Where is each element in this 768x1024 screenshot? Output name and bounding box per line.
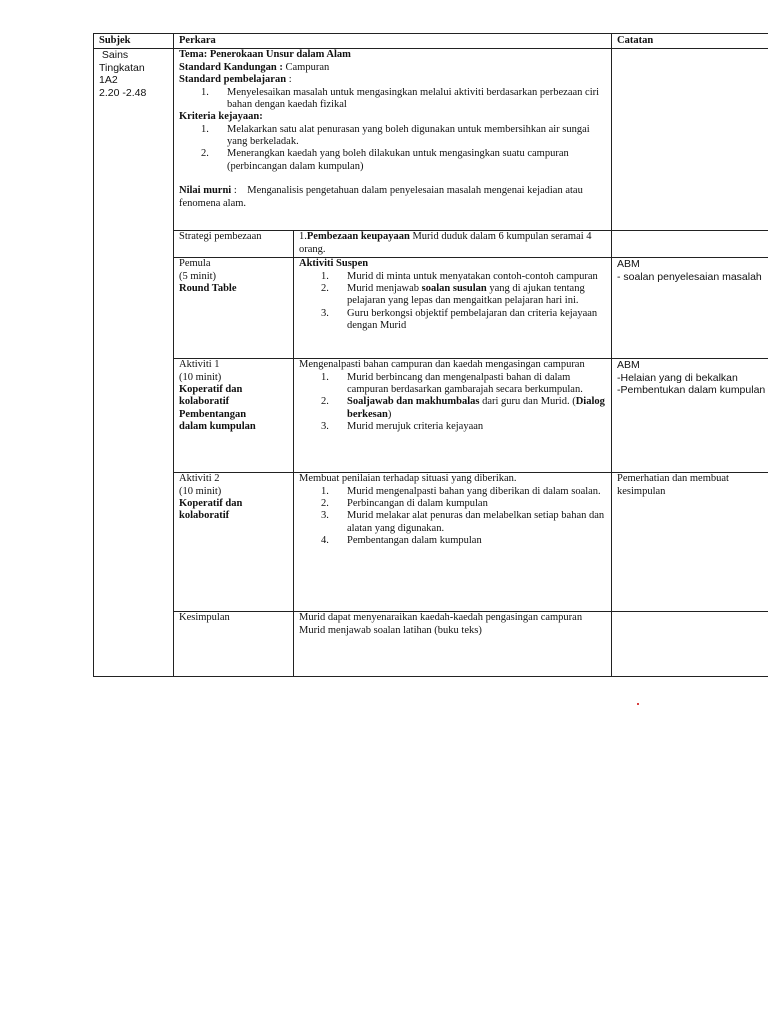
list-text: Murid merujuk criteria kejayaan xyxy=(347,421,484,432)
list-item xyxy=(299,283,607,308)
header-perkara: Perkara xyxy=(174,34,612,49)
list-item xyxy=(299,510,607,535)
intro-cell xyxy=(174,49,612,231)
list-text: Murid menjawab xyxy=(347,282,422,294)
note-line: ABM xyxy=(617,359,640,372)
subject-name: Sains xyxy=(99,49,129,62)
list-item xyxy=(299,498,607,510)
nilai-label: Nilai murni xyxy=(179,185,232,197)
list-text: yang di ajukan tentang pelajaran yang lepas dan mengaitkan pelajaran hari ini. xyxy=(347,282,585,307)
list-text: Menyelesaikan masalah untuk mengasingkan melalui aktiviti berdasarkan perbezaan ciri bahan dengan kaedah fizikal xyxy=(227,86,600,110)
list-text: Murid di minta untuk menyatakan contoh-contoh campuran xyxy=(347,270,598,282)
list-number: 1. xyxy=(201,123,209,135)
stage-method: kolaboratif xyxy=(179,510,230,522)
aktiviti2-content-cell xyxy=(294,473,612,612)
aktiviti1-list xyxy=(299,372,607,434)
list-number: 3. xyxy=(321,510,329,522)
sp-suffix: : xyxy=(286,74,292,86)
strategy-prefix: 1. xyxy=(299,231,307,243)
pemula-row xyxy=(94,258,768,359)
kesimpulan-content-cell xyxy=(294,612,612,677)
red-dot-mark xyxy=(637,703,639,705)
header-subjek: Subjek xyxy=(94,34,174,49)
stage-name: Aktiviti 2 xyxy=(179,473,220,485)
strategy-notes-cell xyxy=(612,231,768,258)
aktiviti1-row xyxy=(94,359,768,473)
list-item xyxy=(299,396,607,421)
list-text: Murid mengenalpasti bahan yang diberikan di dalam soalan. xyxy=(347,485,601,497)
subject-masa: 2.20 -2.48 xyxy=(99,86,147,99)
list-text: ) xyxy=(387,408,392,420)
aktiviti2-row xyxy=(94,473,768,612)
conclusion-line: Murid dapat menyenaraikan kaedah-kaedah pengasingan campuran xyxy=(299,612,583,624)
aktiviti1-notes-cell xyxy=(612,359,768,473)
kk-list xyxy=(179,124,607,174)
list-item xyxy=(299,421,607,433)
list-text: Murid berbincang dan mengenalpasti bahan di dalam campuran berdasarkan gambarajah secara berkumpulan. xyxy=(347,371,583,395)
list-text: Menerangkan kaedah yang boleh dilakukan untuk mengasingkan suatu campuran (perbincangan dalam kumpulan) xyxy=(227,148,569,172)
list-bold: Dialog berkesan xyxy=(347,396,605,420)
list-item xyxy=(179,148,607,173)
stage-name: Aktiviti 1 xyxy=(179,359,220,371)
aktiviti1-stage-cell xyxy=(174,359,294,473)
subject-tingkatan: Tingkatan xyxy=(99,61,145,74)
pemula-content-cell xyxy=(294,258,612,359)
aktiviti1-content-cell xyxy=(294,359,612,473)
note-line: ABM xyxy=(617,258,640,271)
list-text: Pembentangan dalam kumpulan xyxy=(347,535,482,546)
aktiviti2-stage-cell xyxy=(174,473,294,612)
list-number: 1. xyxy=(321,485,329,497)
stage-method: Pembentangan xyxy=(179,408,247,420)
stage-method: kolaboratif xyxy=(179,396,230,408)
tema-label: Tema: Penerokaan Unsur dalam Alam xyxy=(179,49,351,61)
list-number: 2. xyxy=(321,396,329,408)
aktiviti2-notes-cell: Pemerhatian dan membuat kesimpulan xyxy=(612,473,768,612)
lesson-plan-table xyxy=(93,33,768,677)
list-item xyxy=(299,271,607,283)
strategy-text: Murid duduk dalam 6 kumpulan seramai 4 orang. xyxy=(299,231,592,255)
stage-method: Round Table xyxy=(179,282,237,294)
list-number: 2. xyxy=(321,497,329,509)
subject-cell xyxy=(94,49,174,677)
list-text: Murid melakar alat penuras dan melabelkan setiap bahan dan alatan yang digunakan. xyxy=(347,510,605,534)
intro-row xyxy=(94,49,768,231)
activity-title: Aktiviti Suspen xyxy=(299,258,369,270)
header-row xyxy=(94,34,768,49)
kesimpulan-notes-cell xyxy=(612,612,768,677)
activity-intro: Mengenalpasti bahan campuran dan kaedah mengasingan campuran xyxy=(299,359,585,371)
subject-kelas: 1A2 xyxy=(99,74,118,87)
kesimpulan-stage-cell: Kesimpulan xyxy=(174,612,294,677)
list-item xyxy=(299,486,607,498)
strategy-row xyxy=(94,231,768,258)
note-line: -Helaian yang di bekalkan xyxy=(617,371,738,384)
strategy-cell xyxy=(294,231,612,258)
kesimpulan-row xyxy=(94,612,768,677)
list-item xyxy=(179,87,607,112)
list-item xyxy=(299,308,607,333)
activity-intro: Membuat penilaian terhadap situasi yang diberikan. xyxy=(299,473,517,485)
list-item xyxy=(299,372,607,397)
stage-time: (5 minit) xyxy=(179,270,217,282)
stage-method: Koperatif dan xyxy=(179,383,243,395)
nilai-text: : Menganalisis pengetahuan dalam penyelesaian masalah mengenai kejadian atau fenomena alam. xyxy=(179,185,586,209)
note-line: - soalan penyelesaian masalah xyxy=(617,270,762,283)
stage-name: Pemula xyxy=(179,258,211,270)
intro-notes-cell xyxy=(612,49,768,231)
list-bold: soalan susulan xyxy=(421,282,487,294)
list-item xyxy=(179,124,607,149)
pemula-stage-cell xyxy=(174,258,294,359)
sp-label: Standard pembelajaran xyxy=(179,74,287,86)
list-number: 1. xyxy=(201,86,209,98)
list-item xyxy=(299,535,607,547)
list-number: 1. xyxy=(321,270,329,282)
note-line: -Pembentukan dalam kumpulan xyxy=(617,383,766,396)
list-number: 3. xyxy=(321,307,329,319)
kk-label: Kriteria kejayaan: xyxy=(179,111,263,123)
strategy-bold: Pembezaan keupayaan xyxy=(306,231,410,243)
aktiviti2-list xyxy=(299,486,607,548)
strategy-label: Strategi pembezaan xyxy=(174,231,294,258)
sk-value: Campuran xyxy=(282,61,330,73)
stage-time: (10 minit) xyxy=(179,485,222,497)
stage-method: Koperatif dan xyxy=(179,497,243,509)
header-catatan: Catatan xyxy=(612,34,768,49)
list-text: dari guru dan Murid. ( xyxy=(479,396,576,408)
list-number: 4. xyxy=(321,535,329,546)
stage-method: dalam kumpulan xyxy=(179,421,256,432)
list-text: Melakarkan satu alat penurasan yang boleh digunakan untuk membersihkan air sungai yang berkeladak. xyxy=(227,123,590,147)
list-text: Guru berkongsi objektif pembelajaran dan criteria kejayaan dengan Murid xyxy=(347,307,598,331)
list-number: 2. xyxy=(321,282,329,294)
pemula-notes-cell xyxy=(612,258,768,359)
conclusion-line: Murid menjawab soalan latihan (buku teks) xyxy=(299,624,482,636)
pemula-list xyxy=(299,271,607,333)
list-number: 3. xyxy=(321,421,329,432)
sp-list xyxy=(179,87,607,112)
list-number: 1. xyxy=(321,371,329,383)
list-number: 2. xyxy=(201,148,209,160)
sk-label: Standard Kandungan : xyxy=(179,61,283,73)
list-text: Perbincangan di dalam kumpulan xyxy=(347,497,488,509)
list-bold: Soaljawab dan makhumbalas xyxy=(347,396,480,408)
stage-time: (10 minit) xyxy=(179,371,222,383)
